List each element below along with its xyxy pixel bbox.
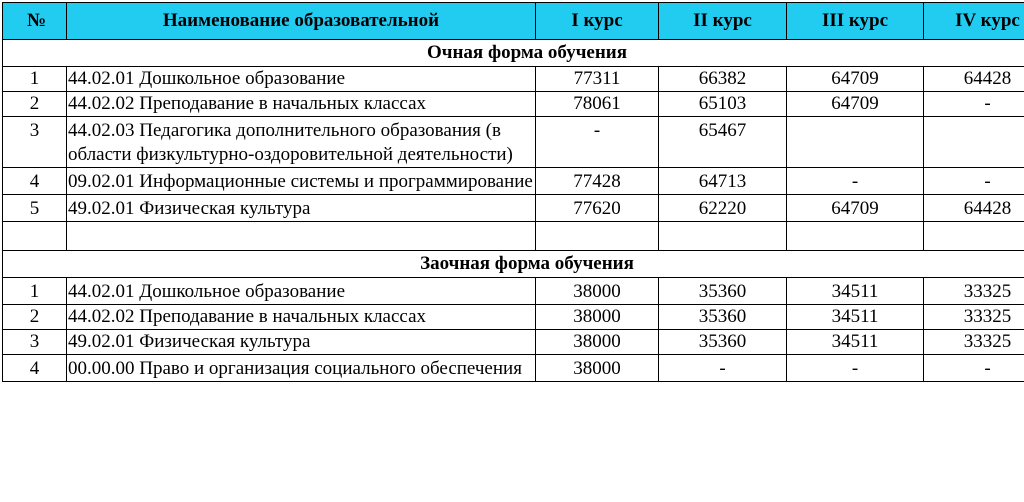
tuition-table [2, 2, 1024, 382]
row-value: 64709 [787, 195, 924, 222]
row-value: 34511 [787, 305, 924, 330]
table-row [3, 92, 1024, 117]
row-value: 77428 [536, 168, 659, 195]
table-header-row [3, 3, 1024, 40]
table-row [3, 67, 1024, 92]
row-name: 49.02.01 Физическая культура [67, 195, 536, 222]
row-value: - [536, 117, 659, 168]
row-num: 5 [3, 195, 67, 222]
section-row-fulltime [3, 40, 1024, 67]
row-value: 77620 [536, 195, 659, 222]
row-name: 44.02.02 Преподавание в начальных классах [67, 305, 536, 330]
header-course-3: III курс [787, 3, 924, 40]
row-value: 64428 [924, 67, 1024, 92]
row-num: 3 [3, 330, 67, 355]
header-num: № [3, 3, 67, 40]
row-name: 00.00.00 Право и организация социального обеспечения [67, 355, 536, 382]
table-row [3, 195, 1024, 222]
row-name: 09.02.01 Информационные системы и программирование [67, 168, 536, 195]
row-num: 1 [3, 67, 67, 92]
empty-cell [659, 222, 787, 251]
row-value: 64428 [924, 195, 1024, 222]
header-course-4: IV курс [924, 3, 1024, 40]
empty-cell [787, 222, 924, 251]
row-value: 78061 [536, 92, 659, 117]
row-value: - [924, 168, 1024, 195]
row-name: 44.02.01 Дошкольное образование [67, 278, 536, 305]
row-value: 34511 [787, 330, 924, 355]
row-value: 33325 [924, 278, 1024, 305]
empty-cell [924, 222, 1024, 251]
row-value [924, 117, 1024, 168]
row-num: 2 [3, 92, 67, 117]
row-value: 33325 [924, 330, 1024, 355]
row-value: 77311 [536, 67, 659, 92]
table-row [3, 305, 1024, 330]
table-row [3, 330, 1024, 355]
table-row [3, 117, 1024, 168]
row-num: 1 [3, 278, 67, 305]
row-value: - [924, 92, 1024, 117]
row-name: 44.02.03 Педагогика дополнительного образования (в области физкультурно-оздоровительной деятельности) [67, 117, 536, 168]
row-value: 64709 [787, 92, 924, 117]
table-row [3, 355, 1024, 382]
row-value: - [787, 355, 924, 382]
row-name: 44.02.02 Преподавание в начальных классах [67, 92, 536, 117]
section-title: Очная форма обучения [3, 40, 1024, 67]
row-num: 3 [3, 117, 67, 168]
row-value: 64709 [787, 67, 924, 92]
empty-row [3, 222, 1024, 251]
row-value [787, 117, 924, 168]
row-value: 64713 [659, 168, 787, 195]
row-value: 34511 [787, 278, 924, 305]
row-value: 35360 [659, 278, 787, 305]
row-value: 33325 [924, 305, 1024, 330]
row-value: 65103 [659, 92, 787, 117]
row-value: 38000 [536, 355, 659, 382]
row-value: 62220 [659, 195, 787, 222]
row-value: 35360 [659, 330, 787, 355]
row-num: 4 [3, 168, 67, 195]
row-value: 65467 [659, 117, 787, 168]
row-value: - [924, 355, 1024, 382]
header-name: Наименование образовательной [67, 3, 536, 40]
header-course-1: I курс [536, 3, 659, 40]
header-course-2: II курс [659, 3, 787, 40]
row-value: 38000 [536, 278, 659, 305]
section-title: Заочная форма обучения [3, 251, 1024, 278]
row-value: 38000 [536, 305, 659, 330]
row-num: 2 [3, 305, 67, 330]
empty-cell [536, 222, 659, 251]
row-value: 35360 [659, 305, 787, 330]
row-num: 4 [3, 355, 67, 382]
section-row-parttime [3, 251, 1024, 278]
empty-cell [67, 222, 536, 251]
table-row [3, 168, 1024, 195]
empty-cell [3, 222, 67, 251]
row-value: 66382 [659, 67, 787, 92]
row-name: 44.02.01 Дошкольное образование [67, 67, 536, 92]
row-value: - [787, 168, 924, 195]
row-name: 49.02.01 Физическая культура [67, 330, 536, 355]
table-row [3, 278, 1024, 305]
row-value: - [659, 355, 787, 382]
row-value: 38000 [536, 330, 659, 355]
